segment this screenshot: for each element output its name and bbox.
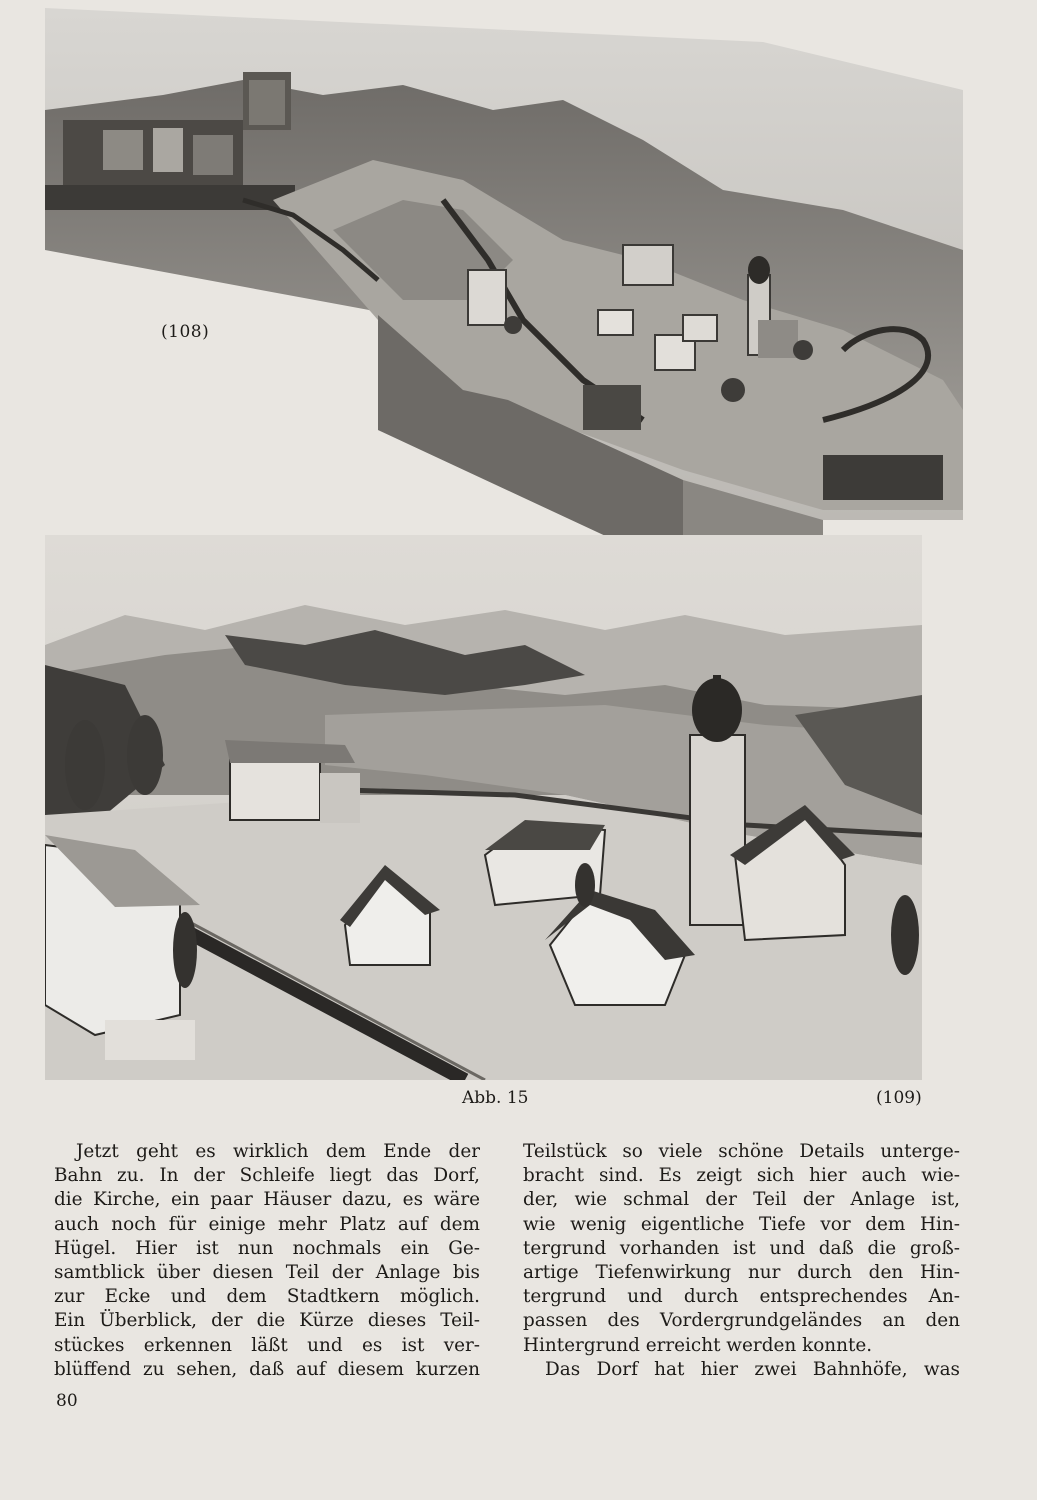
text-line: stückes erkennen läßt und es ist ver- bbox=[54, 1334, 480, 1356]
text-line: die Kirche, ein paar Häuser dazu, es wäre bbox=[54, 1189, 480, 1211]
text-line: der, wie schmal der Teil der Anlage ist, bbox=[523, 1189, 960, 1211]
text-line: Ein Überblick, der die Kürze dieses Teil- bbox=[54, 1310, 480, 1332]
photo-108-model-railway-overview bbox=[43, 0, 965, 572]
text-line: wie wenig eigentliche Tiefe vor dem Hin- bbox=[523, 1213, 960, 1235]
text-line: blüffend zu sehen, daß auf diesem kurzen bbox=[54, 1358, 480, 1380]
page-number: 80 bbox=[56, 1391, 78, 1411]
figure-108-number: (108) bbox=[161, 322, 210, 342]
text-column-left bbox=[54, 1140, 480, 1382]
text-line: Das Dorf hat hier zwei Bahnhöfe, was bbox=[545, 1358, 960, 1380]
text-line: Jetzt geht es wirklich dem Ende der bbox=[76, 1141, 480, 1162]
text-line: tergrund und durch entsprechendes An- bbox=[523, 1286, 960, 1308]
text-line: Hügel. Hier ist nun nochmals ein Ge- bbox=[54, 1237, 480, 1259]
text-line: zur Ecke und dem Stadtkern möglich. bbox=[54, 1286, 480, 1308]
text-line: Hintergrund erreicht werden konnte. bbox=[523, 1334, 873, 1356]
photo-109-village-and-station bbox=[45, 535, 922, 1080]
text-line: bracht sind. Es zeigt sich hier auch wie- bbox=[523, 1165, 960, 1187]
text-line: Bahn zu. In der Schleife liegt das Dorf, bbox=[54, 1165, 480, 1187]
text-line: passen des Vordergrundgeländes an den bbox=[523, 1310, 960, 1332]
text-line: tergrund vorhanden ist und daß die groß- bbox=[523, 1237, 960, 1259]
figure-caption: Abb. 15 bbox=[462, 1088, 529, 1108]
text-line: samtblick über diesen Teil der Anlage bis bbox=[54, 1261, 480, 1283]
text-line: artige Tiefenwirkung nur durch den Hin- bbox=[523, 1261, 960, 1283]
figure-109-number: (109) bbox=[876, 1088, 922, 1108]
text-line: auch noch für einige mehr Platz auf dem bbox=[54, 1213, 480, 1235]
text-line: Teilstück so viele schöne Details unterge- bbox=[523, 1141, 960, 1162]
text-column-right bbox=[523, 1140, 960, 1382]
